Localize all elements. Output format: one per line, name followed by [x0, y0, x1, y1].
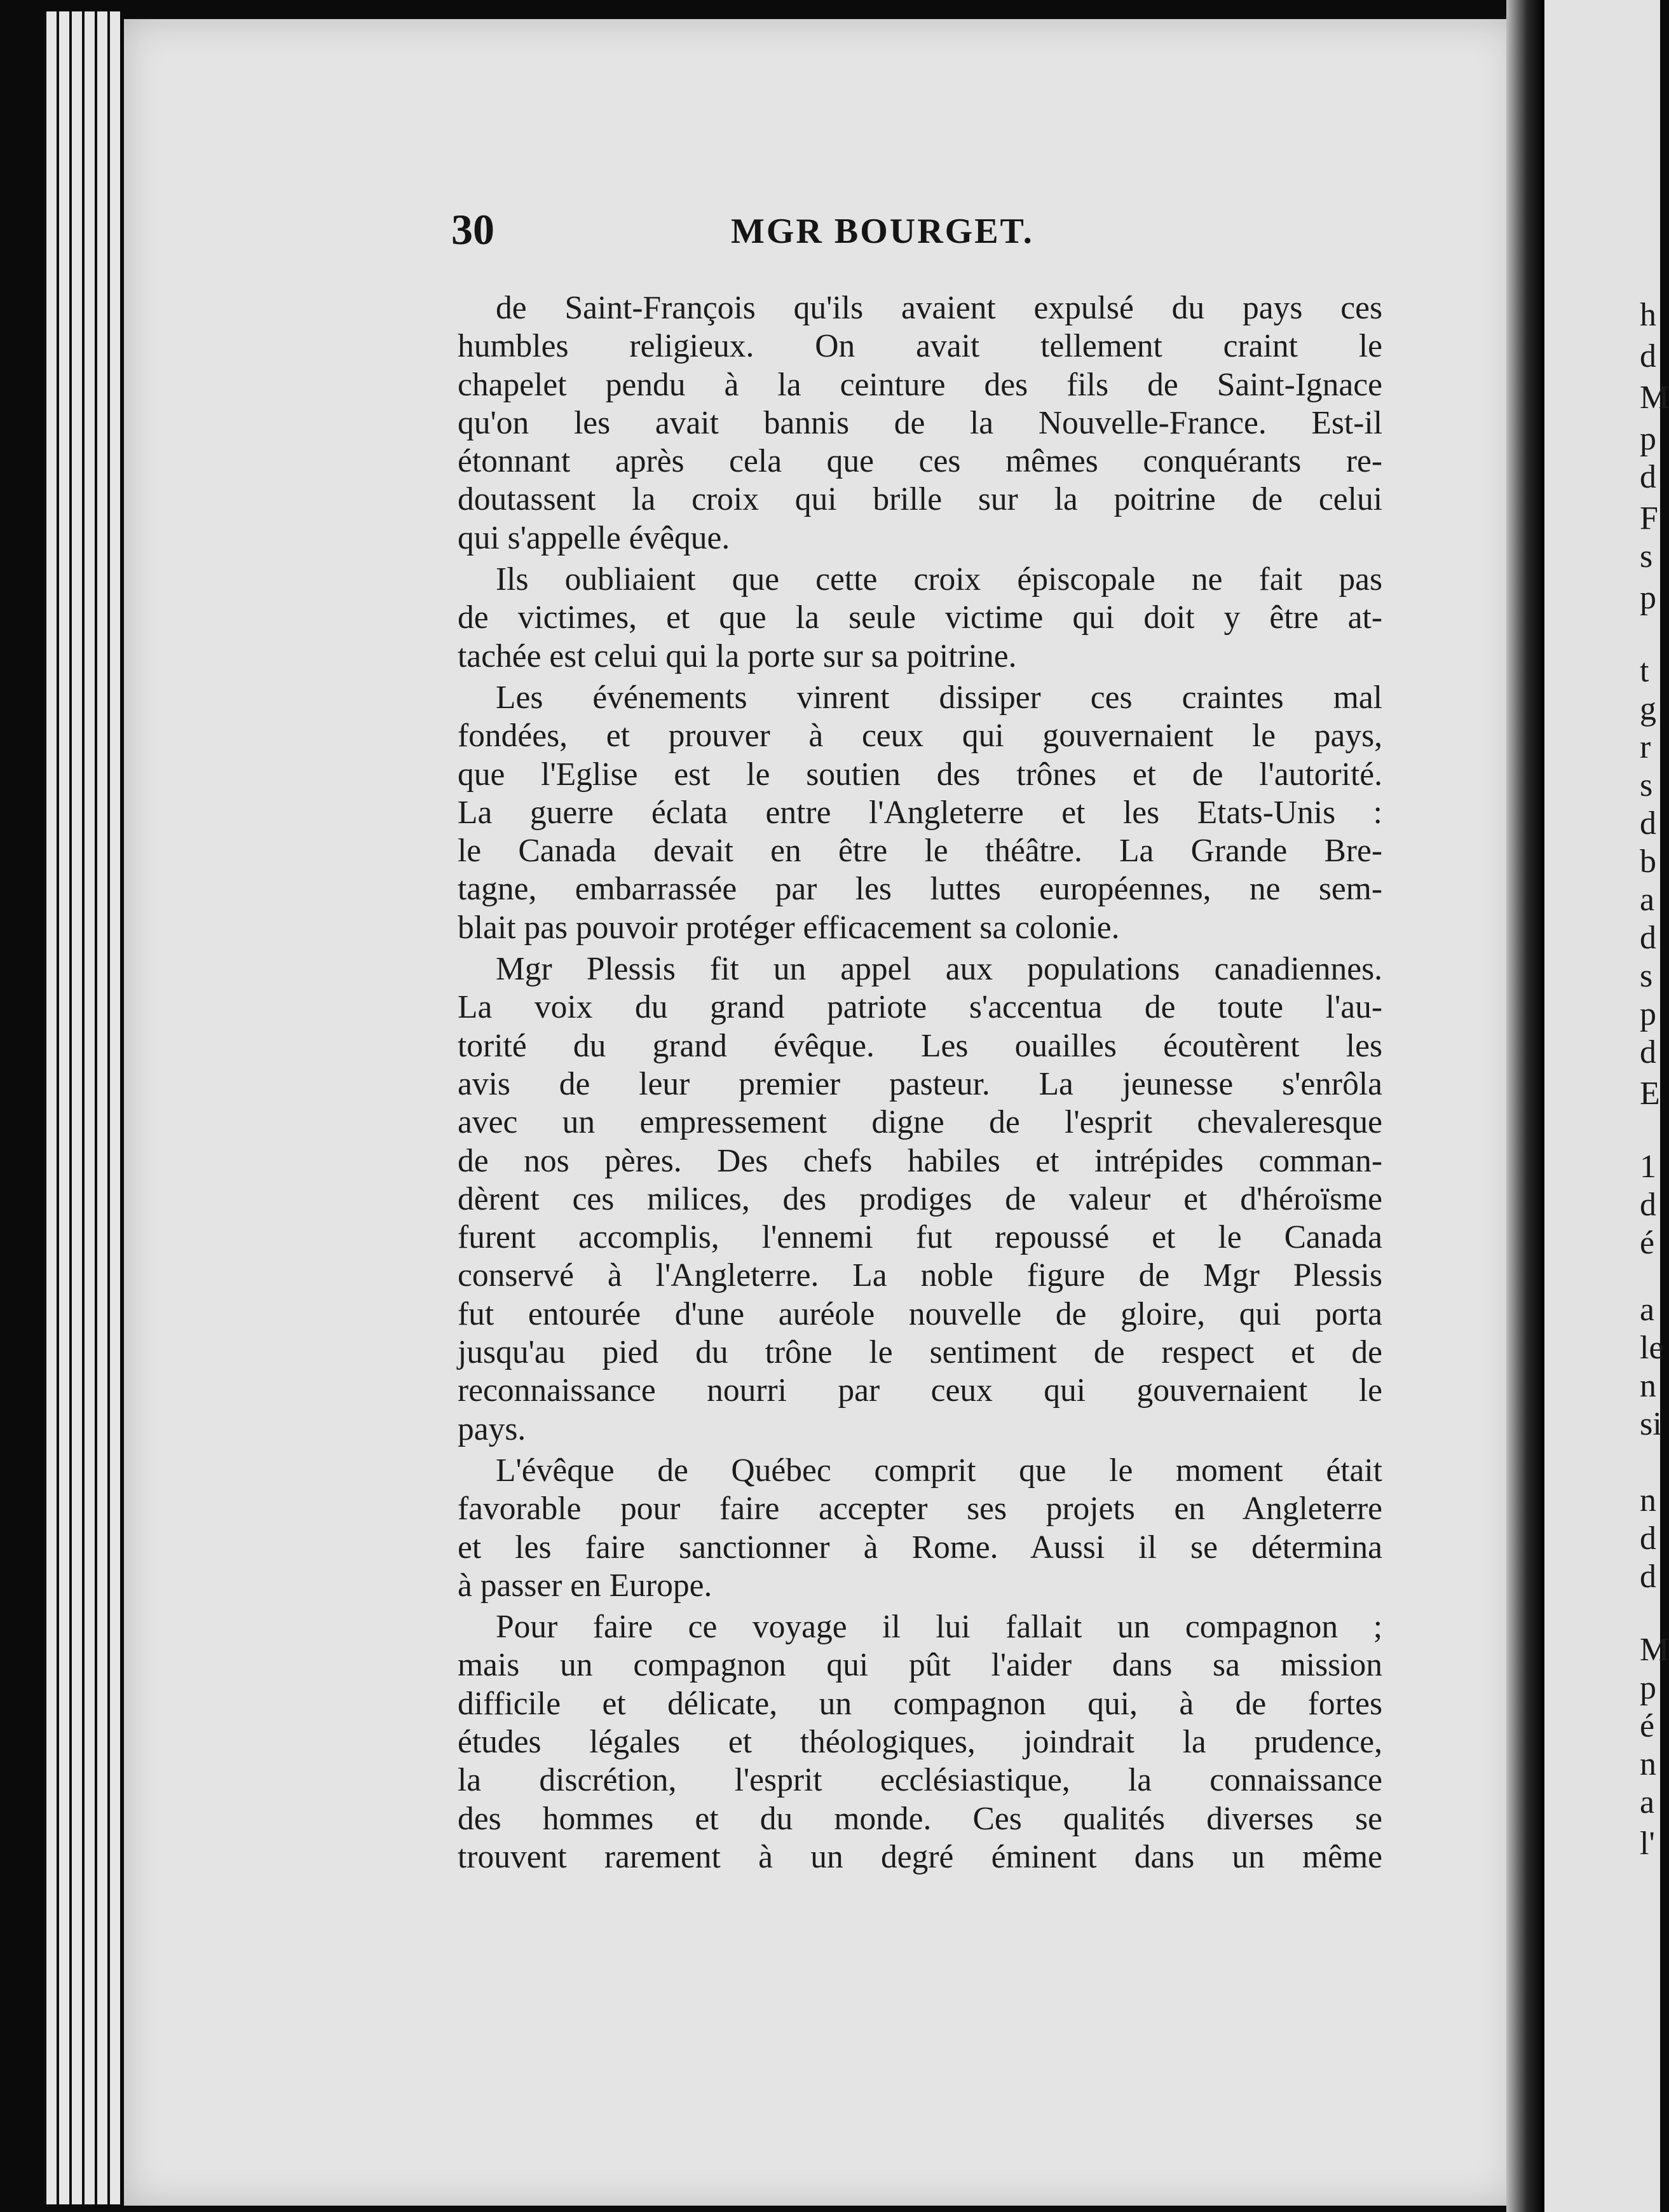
- adjacent-page-fragment: d: [1640, 1034, 1656, 1070]
- text-line: trouvent rarement à un degré éminent dans un même: [458, 1838, 1382, 1875]
- page-edge: [70, 11, 82, 2204]
- paragraph: [458, 1608, 1382, 1876]
- adjacent-page-fragment: a: [1640, 1292, 1655, 1328]
- adjacent-page-fragment: s: [1640, 538, 1653, 575]
- text-line: furent accomplis, l'ennemi fut repoussé et le Canada: [458, 1219, 1382, 1256]
- text-line: tachée est celui qui la porte sur sa poitrine.: [458, 638, 1017, 674]
- text-line: la discrétion, l'esprit ecclésiastique, la connaissance: [458, 1762, 1382, 1799]
- adjacent-page-fragment: F: [1640, 500, 1658, 536]
- adjacent-page-fragment: d: [1640, 338, 1656, 374]
- text-line: Les événements vinrent dissiper ces craintes mal: [496, 679, 1382, 716]
- page-edge: [108, 11, 120, 2204]
- text-line: fut entourée d'une auréole nouvelle de gloire, qui porta: [458, 1295, 1382, 1332]
- text-line: mais un compagnon qui pût l'aider dans sa mission: [458, 1647, 1382, 1684]
- adjacent-page-fragment: d: [1640, 459, 1656, 495]
- paragraph: [458, 1452, 1382, 1605]
- page-header: [451, 205, 1379, 256]
- text-line: reconnaissance nourri par ceux qui gouvernaient le: [458, 1372, 1382, 1409]
- adjacent-page-fragment: M: [1640, 1632, 1669, 1668]
- adjacent-page-fragment: d: [1640, 1187, 1656, 1223]
- text-line: La guerre éclata entre l'Angleterre et les Etats-Unis :: [458, 794, 1382, 831]
- page-edge: [95, 11, 107, 2204]
- text-line: Pour faire ce voyage il lui fallait un compagnon ;: [496, 1609, 1382, 1646]
- running-title: MGR BOURGET.: [731, 212, 1034, 251]
- adjacent-page-fragment: r: [1640, 729, 1651, 765]
- paragraph: [458, 679, 1382, 947]
- text-line: L'évêque de Québec comprit que le moment était: [496, 1452, 1382, 1489]
- text-line: Ils oubliaient que cette croix épiscopale ne fait pas: [496, 561, 1382, 598]
- text-line: étonnant après cela que ces mêmes conquérants re-: [458, 443, 1382, 480]
- adjacent-page-fragment: é: [1640, 1708, 1655, 1744]
- page-number: 30: [451, 205, 494, 254]
- adjacent-page-fragment: d: [1640, 1520, 1656, 1557]
- adjacent-page-fragment: d: [1640, 805, 1656, 842]
- text-line: de victimes, et que la seule victime qui doit y être at-: [458, 599, 1382, 636]
- adjacent-page-fragment: le: [1640, 1330, 1664, 1366]
- adjacent-page-fragment: h: [1640, 297, 1656, 333]
- adjacent-page-fragment: si: [1640, 1406, 1662, 1442]
- text-line: de Saint-François qu'ils avaient expulsé du pays ces: [496, 290, 1382, 326]
- adjacent-page-fragment: n: [1640, 1482, 1656, 1519]
- paragraph: [458, 950, 1382, 1449]
- adjacent-page-fragment: d: [1640, 920, 1656, 956]
- adjacent-page-fragment: p: [1640, 1670, 1656, 1706]
- adjacent-page-fragment: t: [1640, 653, 1649, 689]
- text-line: blait pas pouvoir protéger efficacement sa colonie.: [458, 909, 1120, 946]
- text-line: des hommes et du monde. Ces qualités diverses se: [458, 1800, 1382, 1837]
- text-line: humbles religieux. On avait tellement craint le: [458, 328, 1382, 365]
- adjacent-page-fragment: s: [1640, 767, 1653, 803]
- text-line: de nos pères. Des chefs habiles et intrépides comman-: [458, 1142, 1382, 1179]
- text-line: qui s'appelle évêque.: [458, 519, 730, 556]
- text-line: tagne, embarrassée par les luttes européennes, ne sem-: [458, 871, 1382, 908]
- page-edge: [57, 11, 69, 2204]
- text-line: et les faire sanctionner à Rome. Aussi il se détermina: [458, 1529, 1382, 1566]
- text-line: qu'on les avait bannis de la Nouvelle-France. Est-il: [458, 404, 1382, 441]
- text-line: jusqu'au pied du trône le sentiment de respect et de: [458, 1334, 1382, 1371]
- book-binding: [1506, 0, 1544, 2212]
- paragraph: [458, 289, 1382, 557]
- adjacent-page-fragment: p: [1640, 421, 1656, 457]
- adjacent-page-fragment: é: [1640, 1225, 1655, 1261]
- paragraph: [458, 561, 1382, 676]
- text-line: le Canada devait en être le théâtre. La Grande Bre-: [458, 833, 1382, 870]
- adjacent-page-fragment: p: [1640, 996, 1656, 1032]
- page-edge: [83, 11, 95, 2204]
- adjacent-page-fragment: g: [1640, 691, 1656, 727]
- text-line: difficile et délicate, un compagnon qui, à de fortes: [458, 1685, 1382, 1722]
- text-line: avis de leur premier pasteur. La jeunesse s'enrôla: [458, 1065, 1382, 1102]
- adjacent-page-fragment: a: [1640, 882, 1655, 918]
- adjacent-page-fragment: 1: [1640, 1149, 1656, 1185]
- adjacent-page-fragment: b: [1640, 843, 1656, 880]
- text-line: avec un empressement digne de l'esprit chevaleresque: [458, 1104, 1382, 1141]
- text-line: favorable pour faire accepter ses projets en Angleterre: [458, 1491, 1382, 1527]
- adjacent-page-fragment: E: [1640, 1075, 1660, 1112]
- adjacent-page-fragment: d: [1640, 1559, 1656, 1595]
- text-line: à passer en Europe.: [458, 1567, 712, 1604]
- text-line: pays.: [458, 1410, 526, 1447]
- text-line: La voix du grand patriote s'accentua de toute l'au-: [458, 989, 1382, 1026]
- adjacent-page-fragment: M: [1640, 379, 1669, 416]
- adjacent-page-edge: [1544, 0, 1669, 2212]
- text-line: dèrent ces milices, des prodiges de valeur et d'héroïsme: [458, 1180, 1382, 1217]
- text-line: doutassent la croix qui brille sur la poitrine de celui: [458, 481, 1382, 518]
- adjacent-page-fragment: p: [1640, 580, 1656, 616]
- adjacent-page-fragment: n: [1640, 1368, 1656, 1404]
- adjacent-page-fragment: s: [1640, 958, 1653, 994]
- adjacent-page-fragment: n: [1640, 1746, 1656, 1782]
- text-line: torité du grand évêque. Les ouailles écoutèrent les: [458, 1027, 1382, 1064]
- text-line: Mgr Plessis fit un appel aux populations canadiennes.: [496, 951, 1382, 988]
- text-line: conservé à l'Angleterre. La noble figure de Mgr Plessis: [458, 1257, 1382, 1294]
- adjacent-page-fragment: l': [1640, 1826, 1655, 1862]
- page-edge: [44, 11, 57, 2204]
- text-line: fondées, et prouver à ceux qui gouvernaient le pays,: [458, 718, 1382, 754]
- text-line: que l'Eglise est le soutien des trônes et de l'autorité.: [458, 756, 1382, 793]
- adjacent-page-fragment: a: [1640, 1784, 1655, 1820]
- text-line: chapelet pendu à la ceinture des fils de Saint-Ignace: [458, 366, 1382, 403]
- body-text: [458, 289, 1382, 1880]
- text-line: études légales et théologiques, joindrait la prudence,: [458, 1723, 1382, 1760]
